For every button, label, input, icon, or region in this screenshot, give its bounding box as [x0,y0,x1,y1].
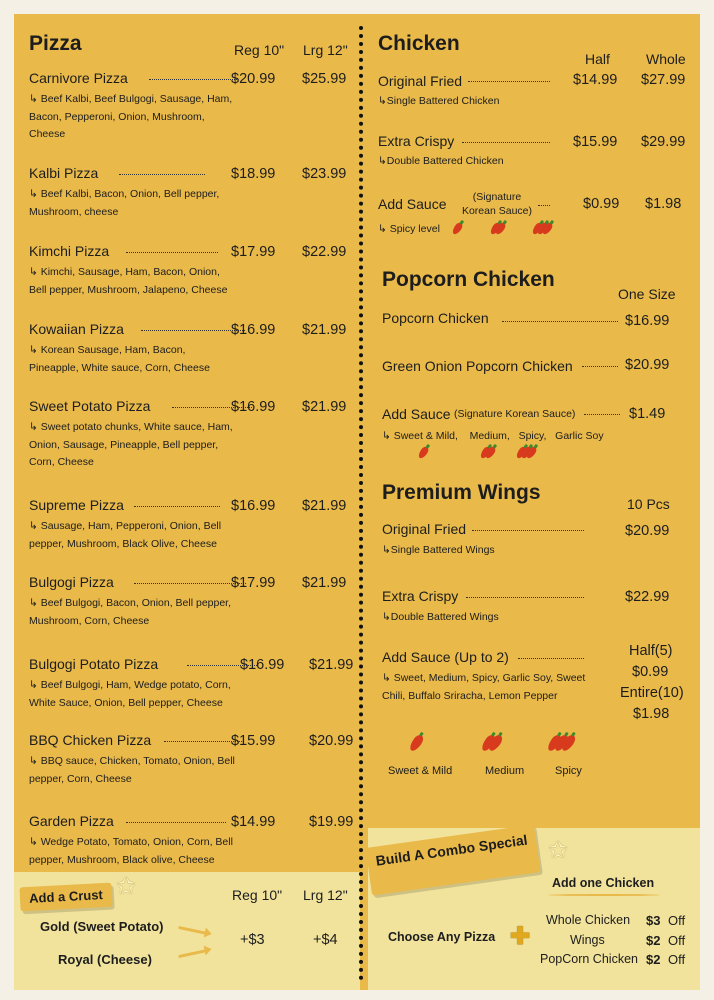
leader-line [126,822,226,823]
leader-line [466,597,584,598]
crust-gold: Gold (Sweet Potato) [40,919,164,934]
add-crust-tag: Add a Crust [19,883,112,912]
pizza-item-name: Bulgogi Pizza [29,574,114,590]
combo-option-off: Off [668,952,686,967]
combo-option-discount: $2 [646,952,661,967]
pizza-item-name: BBQ Chicken Pizza [29,732,152,748]
pizza-item-reg-price: $15.99 [231,733,276,749]
chicken-original-desc: ↳Single Battered Chicken [378,95,500,107]
pepper-spicy-icon [550,734,571,757]
star-icon: ✩ [548,837,569,864]
wings-entire-price: $1.98 [633,706,670,722]
pizza-item-desc: ↳ Sausage, Ham, Pepperoni, Onion, Bell pepper, Mushroom, Black Olive, Cheese [29,520,222,550]
popcorn-item1-price: $16.99 [625,313,670,329]
pepper-medium-icon [484,734,498,757]
pepper-mild-icon [412,734,419,757]
pizza-item-lrg-price: $19.99 [309,814,354,830]
underline-swoosh [548,894,660,896]
popcorn-item1-name: Popcorn Chicken [382,310,489,326]
chicken-spicy-label: ↳ Spicy level [378,223,440,235]
combo-tag: Build A Combo Special [365,824,540,895]
combo-option-off: Off [668,933,686,948]
popcorn-title: Popcorn Chicken [382,268,555,291]
crust-reg-header: Reg 10" [232,887,283,903]
pizza-item-name: Supreme Pizza [29,497,124,513]
chicken-title: Chicken [378,32,460,55]
popcorn-sauce-price: $1.49 [629,406,666,422]
pizza-item-reg-price: $17.99 [231,575,276,591]
chicken-crispy-whole: $29.99 [641,134,686,150]
chicken-sauce-half: $0.99 [583,196,620,212]
wings-crispy-price: $22.99 [625,589,670,605]
pizza-item-reg-price: $14.99 [231,814,276,830]
pizza-item-desc: ↳ Beef Bulgogi, Ham, Wedge potato, Corn, White Sauce, Onion, Bell pepper, Cheese [29,679,231,709]
wings-entire-label: Entire(10) [620,685,684,701]
pizza-item-reg-price: $16.99 [231,498,276,514]
level-spicy: Spicy [555,765,582,777]
chicken-sauce-name: Add Sauce [378,196,447,212]
leader-line [126,252,218,253]
pizza-item-reg-price: $16.99 [231,322,276,338]
pizza-item-lrg-price: $20.99 [309,733,354,749]
pizza-item-reg-price: $17.99 [231,244,276,260]
pepper-mild-icon [420,446,425,464]
leader-line [518,658,584,659]
leader-line [538,205,550,206]
combo-option-name: Wings [570,933,605,947]
pizza-lrg-header: Lrg 12" [303,42,348,58]
chicken-half-header: Half [585,51,610,67]
wings-original-desc: ↳Single Battered Wings [382,544,495,556]
pizza-item-lrg-price: $21.99 [302,399,347,415]
leader-line [141,330,245,331]
crust-lrg-price: +$4 [313,932,338,948]
pizza-item-name: Bulgogi Potato Pizza [29,656,159,672]
pizza-item-lrg-price: $21.99 [302,498,347,514]
pizza-item-reg-price: $18.99 [231,166,276,182]
star-icon: ✩ [116,873,137,900]
pizza-item-lrg-price: $21.99 [309,657,354,673]
leader-line [134,583,246,584]
pizza-reg-header: Reg 10" [234,42,285,58]
leader-line [119,174,205,175]
pizza-item-name: Kalbi Pizza [29,165,99,181]
leader-line [582,366,618,367]
pepper-spicy-icon [534,222,549,240]
popcorn-sauce-note: (Signature Korean Sauce) [454,408,576,420]
crust-lrg-header: Lrg 12" [303,887,348,903]
pizza-item-name: Carnivore Pizza [29,70,128,86]
leader-line [502,321,618,322]
pizza-item-desc: ↳ Beef Kalbi, Bacon, Onion, Bell pepper, Mushroom, cheese [29,188,220,218]
leader-line [584,414,620,415]
pizza-item-lrg-price: $25.99 [302,71,347,87]
chicken-crispy-name: Extra Crispy [378,133,455,149]
wings-original-name: Original Fried [382,521,467,537]
pizza-item-desc: ↳ Kimchi, Sausage, Ham, Bacon, Onion, Bell pepper, Mushroom, Jalapeno, Cheese [29,266,228,296]
chicken-crispy-desc: ↳Double Battered Chicken [378,155,504,167]
leader-line [134,506,220,507]
wings-title: Premium Wings [382,481,541,504]
pizza-item-name: Kimchi Pizza [29,243,110,259]
chicken-original-name: Original Fried [378,73,463,89]
pepper-mild-icon [454,222,459,240]
pizza-item-reg-price: $16.99 [240,657,285,673]
pizza-item-reg-price: $16.99 [231,399,276,415]
wings-crispy-desc: ↳Double Battered Wings [382,611,499,623]
pizza-item-name: Kowaiian Pizza [29,321,124,337]
popcorn-item2-name: Green Onion Popcorn Chicken [382,358,573,374]
pizza-item-desc: ↳ Beef Kalbi, Beef Bulgogi, Sausage, Ham, Bacon, Pepperoni, Onion, Mushroom, Cheese [29,93,233,140]
pizza-item-name: Garden Pizza [29,813,114,829]
pizza-item-lrg-price: $21.99 [302,322,347,338]
pizza-item-desc: ↳ BBQ sauce, Chicken, Tomato, Onion, Bell pepper, Corn, Cheese [29,755,235,785]
popcorn-item2-price: $20.99 [625,357,670,373]
chicken-sauce-whole: $1.98 [645,196,682,212]
popcorn-size-header: One Size [618,286,676,302]
wings-crispy-name: Extra Crispy [382,588,459,604]
wings-sauce-desc: ↳ Sweet, Medium, Spicy, Garlic Soy, Sweet Chili, Buffalo Sriracha, Lemon Pepper [382,672,586,702]
combo-option-off: Off [668,913,686,928]
chicken-sauce-note: (Signature Korean Sauce) [461,191,533,217]
chicken-crispy-half: $15.99 [573,134,618,150]
pizza-item-name: Sweet Potato Pizza [29,398,151,414]
leader-line [462,142,550,143]
leader-line [472,530,584,531]
level-medium: Medium [485,765,525,777]
wings-original-price: $20.99 [625,523,670,539]
combo-option-name: Whole Chicken [546,913,631,927]
pizza-title: Pizza [29,32,82,55]
crust-reg-price: +$3 [240,932,265,948]
chicken-whole-header: Whole [646,51,686,67]
combo-subtitle: Add one Chicken [552,876,655,890]
pepper-medium-icon [482,446,492,464]
pizza-item-desc: ↳ Beef Bulgogi, Bacon, Onion, Bell pepper, Mushroom, Corn, Cheese [29,597,232,627]
combo-choose: Choose Any Pizza [388,930,496,944]
popcorn-sauce-options: ↳ Sweet & Mild, Medium, Spicy, Garlic Soy [382,430,604,442]
pepper-spicy-icon [518,446,533,464]
chicken-original-whole: $27.99 [641,72,686,88]
pepper-medium-icon [492,222,502,240]
pizza-item-desc: ↳ Wedge Potato, Tomato, Onion, Corn, Bell pepper, Mushroom, Black olive, Cheese [29,836,233,866]
leader-line [468,81,550,82]
pizza-item-reg-price: $20.99 [231,71,276,87]
combo-option-discount: $3 [646,913,661,928]
wings-sauce-name: Add Sauce (Up to 2) [382,649,509,665]
pizza-item-desc: ↳ Sweet potato chunks, White sauce, Ham, Onion, Sausage, Pineapple, Bell pepper, Corn, Cheese [29,421,233,468]
leader-line [149,79,237,80]
combo-option-discount: $2 [646,933,661,948]
chicken-original-half: $14.99 [573,72,618,88]
column-divider [359,26,363,981]
level-sweet-mild: Sweet & Mild [388,765,453,777]
pizza-item-desc: ↳ Korean Sausage, Ham, Bacon, Pineapple, White sauce, Corn, Cheese [29,344,210,374]
combo-option-name: PopCorn Chicken [540,952,638,966]
pizza-item-lrg-price: $22.99 [302,244,347,260]
crust-royal: Royal (Cheese) [58,952,152,967]
pizza-item-lrg-price: $21.99 [302,575,347,591]
plus-icon: ✚ [510,923,531,950]
pizza-item-lrg-price: $23.99 [302,166,347,182]
popcorn-sauce-name: Add Sauce [382,406,451,422]
wings-half-label: Half(5) [629,643,673,659]
wings-count-header: 10 Pcs [627,496,670,512]
wings-half-price: $0.99 [632,664,669,680]
